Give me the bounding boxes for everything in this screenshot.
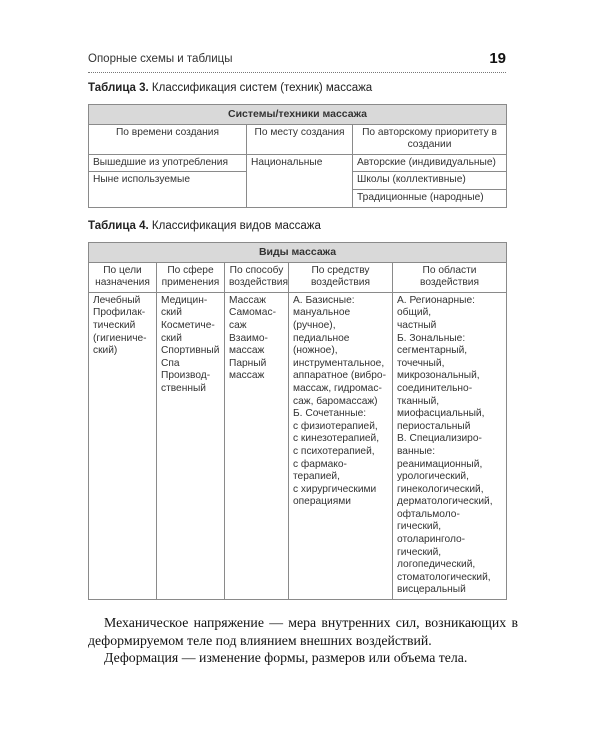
page-number: 19: [489, 50, 506, 67]
running-header: [88, 50, 506, 70]
table4-col-area: По области воздействия: [393, 262, 507, 292]
table3-col-place: По месту создания: [247, 124, 353, 154]
table4-cell-area: А. Регионарные: общий, частный Б. Зональные: сегментарный, точечный, микрозональный, соединительно- тканный, миофасциальный, периостальный В. Специализиро- ванные: реанимационный, урологический, гинекологический, дерматологический, офтальмоло- гический, отоларинголо- гический, логопедический, стоматологический, висцеральный: [393, 292, 507, 599]
table4-col-purpose: По цели назначения: [89, 262, 157, 292]
table3-col-author: По авторскому приоритету в создании: [353, 124, 507, 154]
body-text: [88, 614, 518, 667]
table3-cell: Авторские (индивидуальные): [353, 154, 507, 172]
table3-cell: Традиционные (народные): [353, 189, 507, 207]
table4-cell-sphere: Медицин- ский Косметиче- ский Спортивный Спа Производ- ственный: [157, 292, 225, 599]
table4-col-sphere: По сфере применения: [157, 262, 225, 292]
table3-caption: [88, 82, 372, 94]
table4-col-means: По средству воздействия: [289, 262, 393, 292]
paragraph: Деформация — изменение формы, размеров или объема тела.: [104, 650, 468, 665]
table4-caption-label: Таблица 4.: [88, 220, 149, 232]
table3-col-time: По времени создания: [89, 124, 247, 154]
table4-cell-method: Массаж Самомас- саж Взаимо- массаж Парный массаж: [225, 292, 289, 599]
table4-cell-purpose: Лечебный Профилак- тический (гигиениче- ский): [89, 292, 157, 599]
paragraph: Механическое напряжение — мера внутренних сил, возникающих в деформируемом теле под влиянием внешних воздействий.: [88, 615, 518, 648]
table3: [88, 104, 507, 208]
table4-caption-text: Классификация видов массажа: [148, 220, 321, 232]
table3-header: Системы/техники массажа: [89, 105, 507, 125]
table4-col-method: По способу воздействия: [225, 262, 289, 292]
table3-cell: Вышедшие из употребления: [89, 154, 247, 172]
table4: [88, 242, 507, 600]
table3-caption-label: Таблица 3.: [88, 82, 149, 94]
table3-cell: Ныне используемые: [89, 172, 247, 207]
table4-header: Виды массажа: [89, 243, 507, 263]
table3-cell: Школы (коллективные): [353, 172, 507, 190]
table4-cell-means: А. Базисные: мануальное (ручное), педиальное (ножное), инструментальное, аппаратное (вибро- массаж, гидромас- саж, баромассаж) Б. Сочетанные: с физиотерапией, с кинезотерапией, с психотерапией, с фармако- терапией, с хирургическими операциями: [289, 292, 393, 599]
table3-caption-text: Классификация систем (техник) массажа: [148, 82, 373, 94]
header-divider: [88, 72, 506, 73]
running-title: Опорные схемы и таблицы: [88, 53, 233, 65]
table4-caption: [88, 220, 321, 232]
table3-cell: Национальные: [247, 154, 353, 207]
